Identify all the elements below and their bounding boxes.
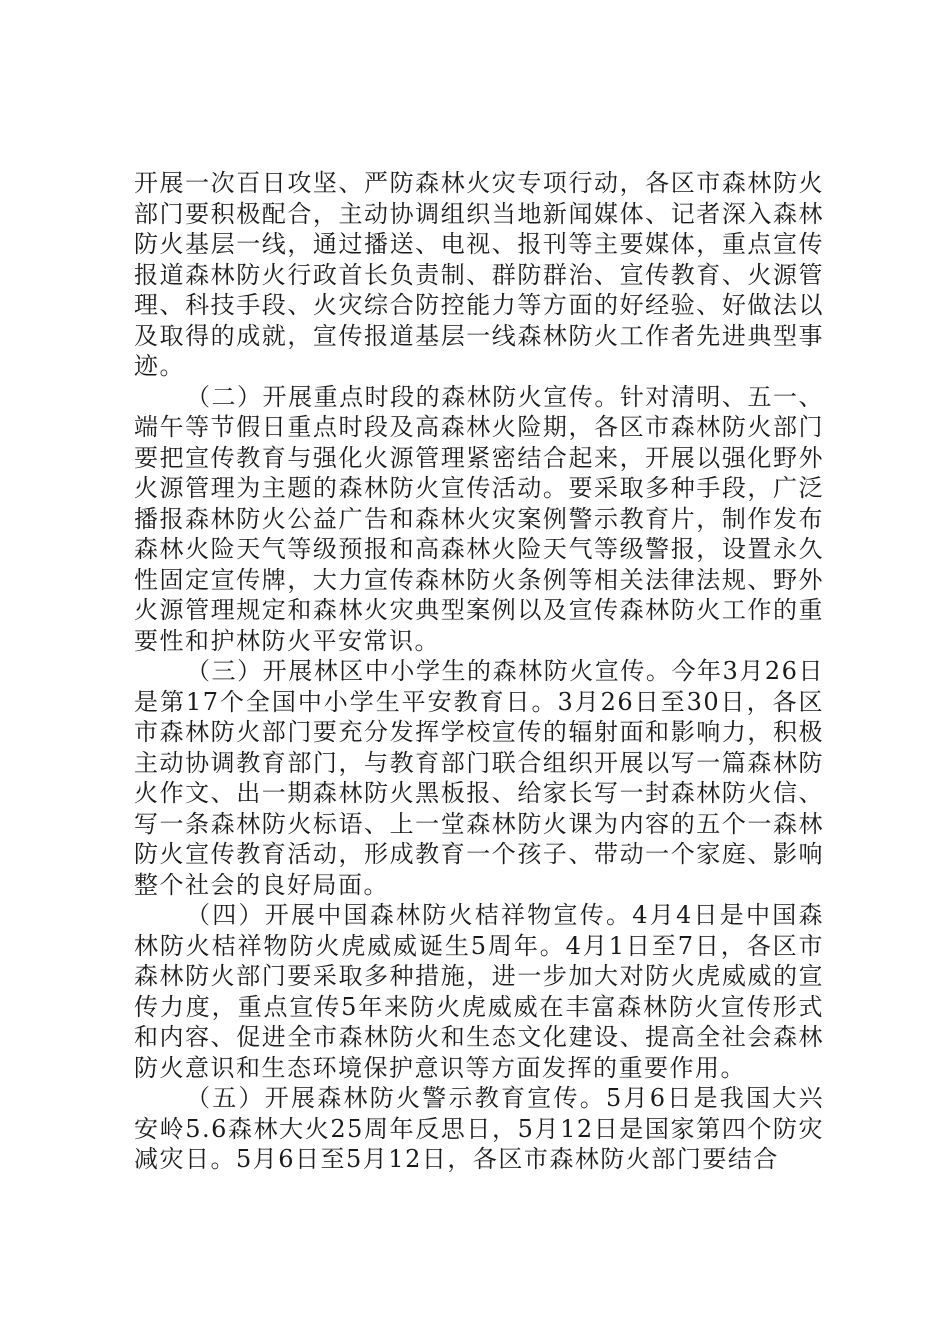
paragraph-section-2: （二）开展重点时段的森林防火宣传。针对清明、五一、端午等节假日重点时段及高森林火险期，各区市森林防火部门要把宣传教育与强化火源管理紧密结合起来，开展以强化野外火源管理为主题的森林防火宣传活动。要采取多种手段，广泛播报森林防火公益广告和森林火灾案例警示教育片，制作发布森林火险天气等级预报和高森林火险天气等级警报，设置永久性固定宣传牌，大力宣传森林防火条例等相关法律法规、野外火源管理规定和森林火灾典型案例以及宣传森林防火工作的重要性和护林防火平安常识。 bbox=[134, 382, 824, 655]
document-body bbox=[134, 168, 824, 1175]
paragraph-section-5: （五）开展森林防火警示教育宣传。5月6日是我国大兴安岭5.6森林大火25周年反思日，5月12日是国家第四个防灾减灾日。5月6日至5月12日，各区市森林防火部门要结合 bbox=[134, 1084, 824, 1173]
paragraph-continuation: 开展一次百日攻坚、严防森林火灾专项行动，各区市森林防火部门要积极配合，主动协调组织当地新闻媒体、记者深入森林防火基层一线，通过播送、电视、报刊等主要媒体，重点宣传报道森林防火行政首长负责制、群防群治、宣传教育、火源管理、科技手段、火灾综合防控能力等方面的好经验、好做法以及取得的成就，宣传报道基层一线森林防火工作者先进典型事迹。 bbox=[134, 169, 824, 380]
paragraph-section-3: （三）开展林区中小学生的森林防火宣传。今年3月26日是第17个全国中小学生平安教育日。3月26日至30日，各区市森林防火部门要充分发挥学校宣传的辐射面和影响力，积极主动协调教育部门，与教育部门联合组织开展以写一篇森林防火作文、出一期森林防火黑板报、给家长写一封森林防火信、写一条森林防火标语、上一堂森林防火课为内容的五个一森林防火宣传教育活动，形成教育一个孩子、带动一个家庭、影响整个社会的良好局面。 bbox=[134, 657, 824, 899]
paragraph-section-4: （四）开展中国森林防火桔祥物宣传。4月4日是中国森林防火桔祥物防火虎威威诞生5周年。4月1日至7日，各区市森林防火部门要采取多种措施，进一步加大对防火虎威威的宣传力度，重点宣传5年来防火虎威威在丰富森林防火宣传形式和内容、促进全市森林防火和生态文化建设、提高全社会森林防火意识和生态环境保护意识等方面发挥的重要作用。 bbox=[134, 901, 824, 1082]
